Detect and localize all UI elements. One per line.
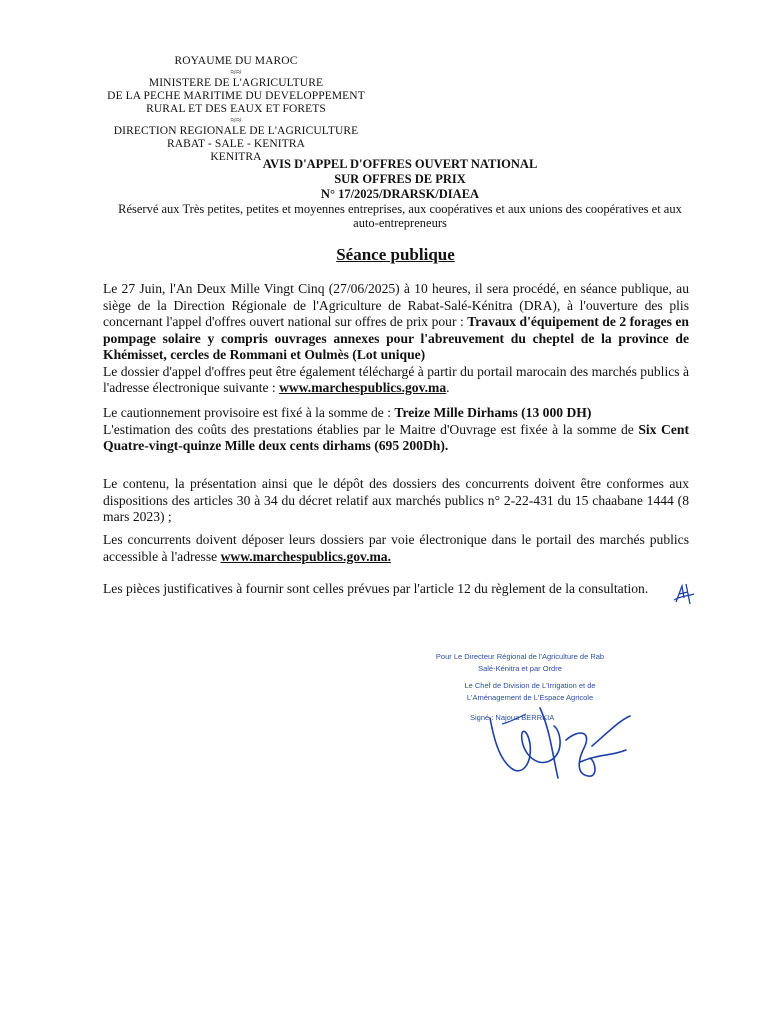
stamp-signatory: Signé : Najoua BERRKIA: [470, 713, 555, 722]
ministry-line-1: MINISTERE DE L'AGRICULTURE: [148, 77, 324, 89]
handwritten-signature: [480, 700, 640, 785]
paragraph-documents: [103, 581, 703, 598]
stamp-line-1: Pour Le Directeur Régional de l'Agriculture de Rab: [435, 652, 605, 661]
portal-link[interactable]: www.marchespublics.gov.ma: [279, 380, 447, 395]
p2-text: Le cautionnement provisoire est fixé à la somme de :: [103, 405, 395, 420]
direction-line-1: DIRECTION REGIONALE DE L'AGRICULTURE: [113, 125, 359, 137]
ministry-line-2: DE LA PECHE MARITIME DU DEVELOPPEMENT: [107, 90, 365, 102]
p1-end: .: [446, 380, 450, 395]
direction-line-3: KENITRA: [210, 151, 262, 163]
paragraph-guarantee: [103, 405, 689, 455]
direction-line-2: RABAT - SALE - KENITRA: [166, 138, 306, 150]
kingdom-name: ROYAUME DU MAROC: [174, 55, 298, 67]
paragraph-conformity: [103, 476, 689, 526]
p1-subject: Travaux d'équipement de 2 forages en pompage solaire y compris ouvrages annexes pour l'abreuvement du cheptel de la province de Khémisset, cercles de Rommani et Oulmès (Lot unique): [103, 314, 689, 362]
separator: ≈≈: [230, 115, 242, 126]
seance-heading: Séance publique: [336, 245, 455, 264]
p5-text: Les pièces justificatives à fournir sont celles prévues par l'article 12 du règlement de la consultation.: [103, 581, 649, 596]
portal-link-2[interactable]: www.marchespublics.gov.ma.: [220, 548, 392, 564]
reserved-line-2: auto-entrepreneurs: [353, 216, 447, 230]
stamp-line-3: Le Chef de Division de L'Irrigation et de: [464, 681, 596, 690]
p3-text: Le contenu, la présentation ainsi que le dépôt des dossiers des concurrents doivent être conformes aux dispositions des articles 30 à 34 du décret relatif aux marchés publics n° 2-22-431 du 15 chaabane 1444 (8 mars 2023) ;: [103, 476, 689, 524]
ministry-line-3: RURAL ET DES EAUX ET FORETS: [146, 103, 326, 115]
p4-text: Les concurrents doivent déposer leurs dossiers par voie électronique dans le portail des marchés publics accessible à l'adresse: [103, 532, 689, 564]
p2-text-2: L'estimation des coûts des prestations établies par le Maitre d'Ouvrage est fixée à la somme de: [103, 421, 639, 437]
header-block: [96, 55, 376, 164]
paragraph-opening: [103, 281, 689, 397]
separator: ≈≈: [230, 67, 242, 78]
reserved-line-1: Réservé aux Très petites, petites et moyennes entreprises, aux coopératives et aux unions des coopératives et aux: [118, 202, 682, 216]
stamp-line-2: Salé-Kénitra et par Ordre: [478, 664, 562, 673]
p2-guarantee-amount: Treize Mille Dirhams (13 000 DH): [394, 405, 592, 420]
p1-text-2: Le dossier d'appel d'offres peut être également téléchargé à partir du portail marocain des marchés publics à l'adresse électronique suivante :: [103, 363, 689, 395]
paragraph-submission: [103, 532, 689, 565]
p2-estimate-amount: Six Cent Quatre-vingt-quinze Mille deux cents dirhams (695 200Dh).: [103, 421, 689, 453]
notice-title-line-1: AVIS D'APPEL D'OFFRES OUVERT NATIONAL: [262, 157, 538, 171]
stamp-line-4: L'Aménagement de L'Espace Agricole: [466, 693, 594, 702]
notice-title-line-2: SUR OFFRES DE PRIX: [334, 172, 466, 186]
notice-number: N° 17/2025/DRARSK/DIAEA: [320, 187, 480, 201]
initials-signature: [670, 578, 698, 608]
p1-text: Le 27 Juin, l'An Deux Mille Vingt Cinq (27/06/2025) à 10 heures, il sera procédé, en séance publique, au siège de la Direction Régionale de l'Agriculture de Rabat-Salé-Kénitra (DRA), à l'ouverture des plis concernant l'appel d'offres ouvert national sur offres de prix pour :: [103, 281, 689, 329]
